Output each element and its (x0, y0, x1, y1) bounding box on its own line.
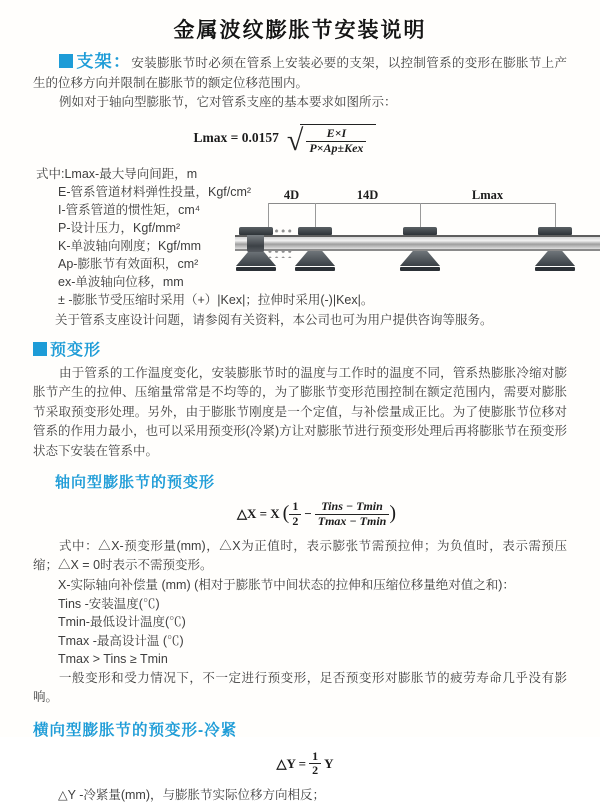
definition-line: K-单波轴向刚度；Kgf/mm (58, 238, 202, 253)
x-definition-line: X-实际轴向补偿量 (mm) (相对于膨胀节中间状态的拉伸和压缩位移量绝对值之和)： (58, 577, 515, 592)
temp-definition-line: Tmin-最低设计温度(℃) (58, 615, 186, 630)
support-cap (403, 227, 437, 235)
definition-line: Ap-膨胀节有效面积，cm² (58, 256, 199, 271)
section-marker-icon (33, 342, 47, 356)
fraction-denominator: 2 (312, 763, 319, 778)
fraction (306, 127, 366, 156)
temp-inequality-line: Tmax > Tins ≥ Tmin (58, 652, 168, 667)
support-intro-paragraph (33, 52, 567, 93)
support-base (295, 251, 335, 266)
support-foot (400, 267, 440, 271)
definition-line: ex-单波轴向位移，mm (58, 274, 184, 289)
support-heading-text: 支架： (76, 52, 132, 71)
support-cap (298, 227, 332, 235)
fraction-numerator: 1 (289, 500, 301, 515)
fraction (289, 500, 301, 529)
support-example-line: 例如对于轴向型膨胀节，它对管系支座的基本要求如图所示： (59, 95, 397, 109)
axial-note-paragraph: 式中：△X-预变形量(mm)，△X为正值时，表示膨张节需预拉伸；为负值时，表示需预压缩；△X = 0时表示不需预变形。 (33, 538, 567, 573)
support-base (400, 251, 440, 266)
formula-lhs: △Y = (276, 755, 307, 771)
formula-lhs: Lmax = 0.0157 (193, 130, 279, 146)
formula-rhs: Y (324, 755, 334, 771)
support-cap (239, 227, 273, 235)
support-foot (295, 267, 335, 271)
formula-lhs: △X = X (236, 506, 280, 522)
pipe-support-diagram (235, 188, 600, 288)
definition-line: E-管系管道材料弹性投量，Kgf/cm² (58, 184, 252, 199)
support-section-heading (59, 52, 131, 71)
support-intro-text: 安装膨胀节时必须在管系上安装必要的支架，以控制管系的变形在膨胀节上产生的位移方向并限制在膨胀节的额定位移范围内。 (33, 56, 567, 90)
anchor-block (247, 232, 264, 252)
sqrt-radicand (300, 124, 376, 156)
dim-label-lmax: Lmax (471, 188, 504, 202)
axial-preform-formula (30, 500, 600, 529)
preform-body-paragraph: 由于管系的工作温度变化，安装膨胀节时的温度与工作时的温度不同，管系热膨胀冷缩对膨胀节产生的拉伸、压缩量常常是不均等的，为了膨胀节变形范围控制在额定范围内，需要对膨胀节采取预变形处理。另外，由于膨胀节刚度是一个定值，与补偿量成正比。为了使膨胀节位移对管系的作用力最小，也可以采用预变形(冷紧)方让对膨胀节进行预变形处理后再将膨胀节在预变形状态下安装在管系中。 (33, 365, 567, 458)
general-note-paragraph: 一般变形和受力情况下，不一定进行预变形，足否预变形对膨胀节的疲劳寿命几乎没有影响。 (33, 670, 567, 705)
dimension-line (268, 203, 555, 204)
fraction-denominator: 2 (292, 513, 299, 528)
open-paren: ( (282, 501, 290, 524)
temp-definition-line: Tmax -最高设计温 (℃) (58, 633, 184, 648)
lateral-subheading: 横向型膨胀节的预变形-冷紧 (33, 721, 238, 739)
definition-line: ± -膨胀节受压缩时采用（+）|Kex|；拉伸时采用(-)|Kex|。 (58, 292, 374, 307)
sqrt-radical-icon: √ (286, 123, 304, 157)
lateral-preform-formula (10, 750, 600, 779)
dim-label-4d: 4D (283, 188, 300, 202)
fraction-numerator: Tins − Tmin (315, 500, 390, 515)
pipe (235, 235, 600, 251)
fraction-denominator: P×Ap±Kex (309, 140, 364, 155)
page-title: 金属波纹膨胀节安装说明 (173, 19, 427, 42)
support-foot (236, 267, 276, 271)
support-base (535, 251, 575, 266)
fraction-denominator: Tmax − Tmin (317, 513, 387, 528)
fraction (315, 500, 390, 529)
fraction-numerator: 1 (309, 750, 321, 765)
support-foot (535, 267, 575, 271)
minus-sign: − (304, 506, 312, 522)
consulting-note-line: 关于管系支座设计问题，请参阅有关资料，本公司也可为用户提供咨询等服务。 (55, 312, 493, 327)
support-cap (538, 227, 572, 235)
definition-line: P-设计压力，Kgf/mm² (58, 220, 181, 235)
axial-subheading: 轴向型膨胀节的预变形 (55, 474, 216, 491)
section-marker-icon (59, 54, 73, 68)
lmax-formula (0, 123, 570, 157)
fraction-numerator: E×I (306, 127, 366, 142)
definition-line: I-管系管道的惯性矩，cm⁴ (58, 202, 201, 217)
close-paren: ) (389, 501, 397, 524)
preform-section-heading (33, 337, 600, 360)
cold-tighten-note-line: △Y -冷紧量(mm)，与膨胀节实际位移方向相反； (58, 788, 326, 803)
definition-line: 式中:Lmax-最大导向间距，m (36, 166, 198, 181)
preform-heading-text: 预变形 (50, 341, 102, 359)
temp-definition-line: Tins -安装温度(℃) (58, 596, 160, 611)
fraction (309, 750, 321, 779)
dim-label-14d: 14D (356, 188, 379, 202)
